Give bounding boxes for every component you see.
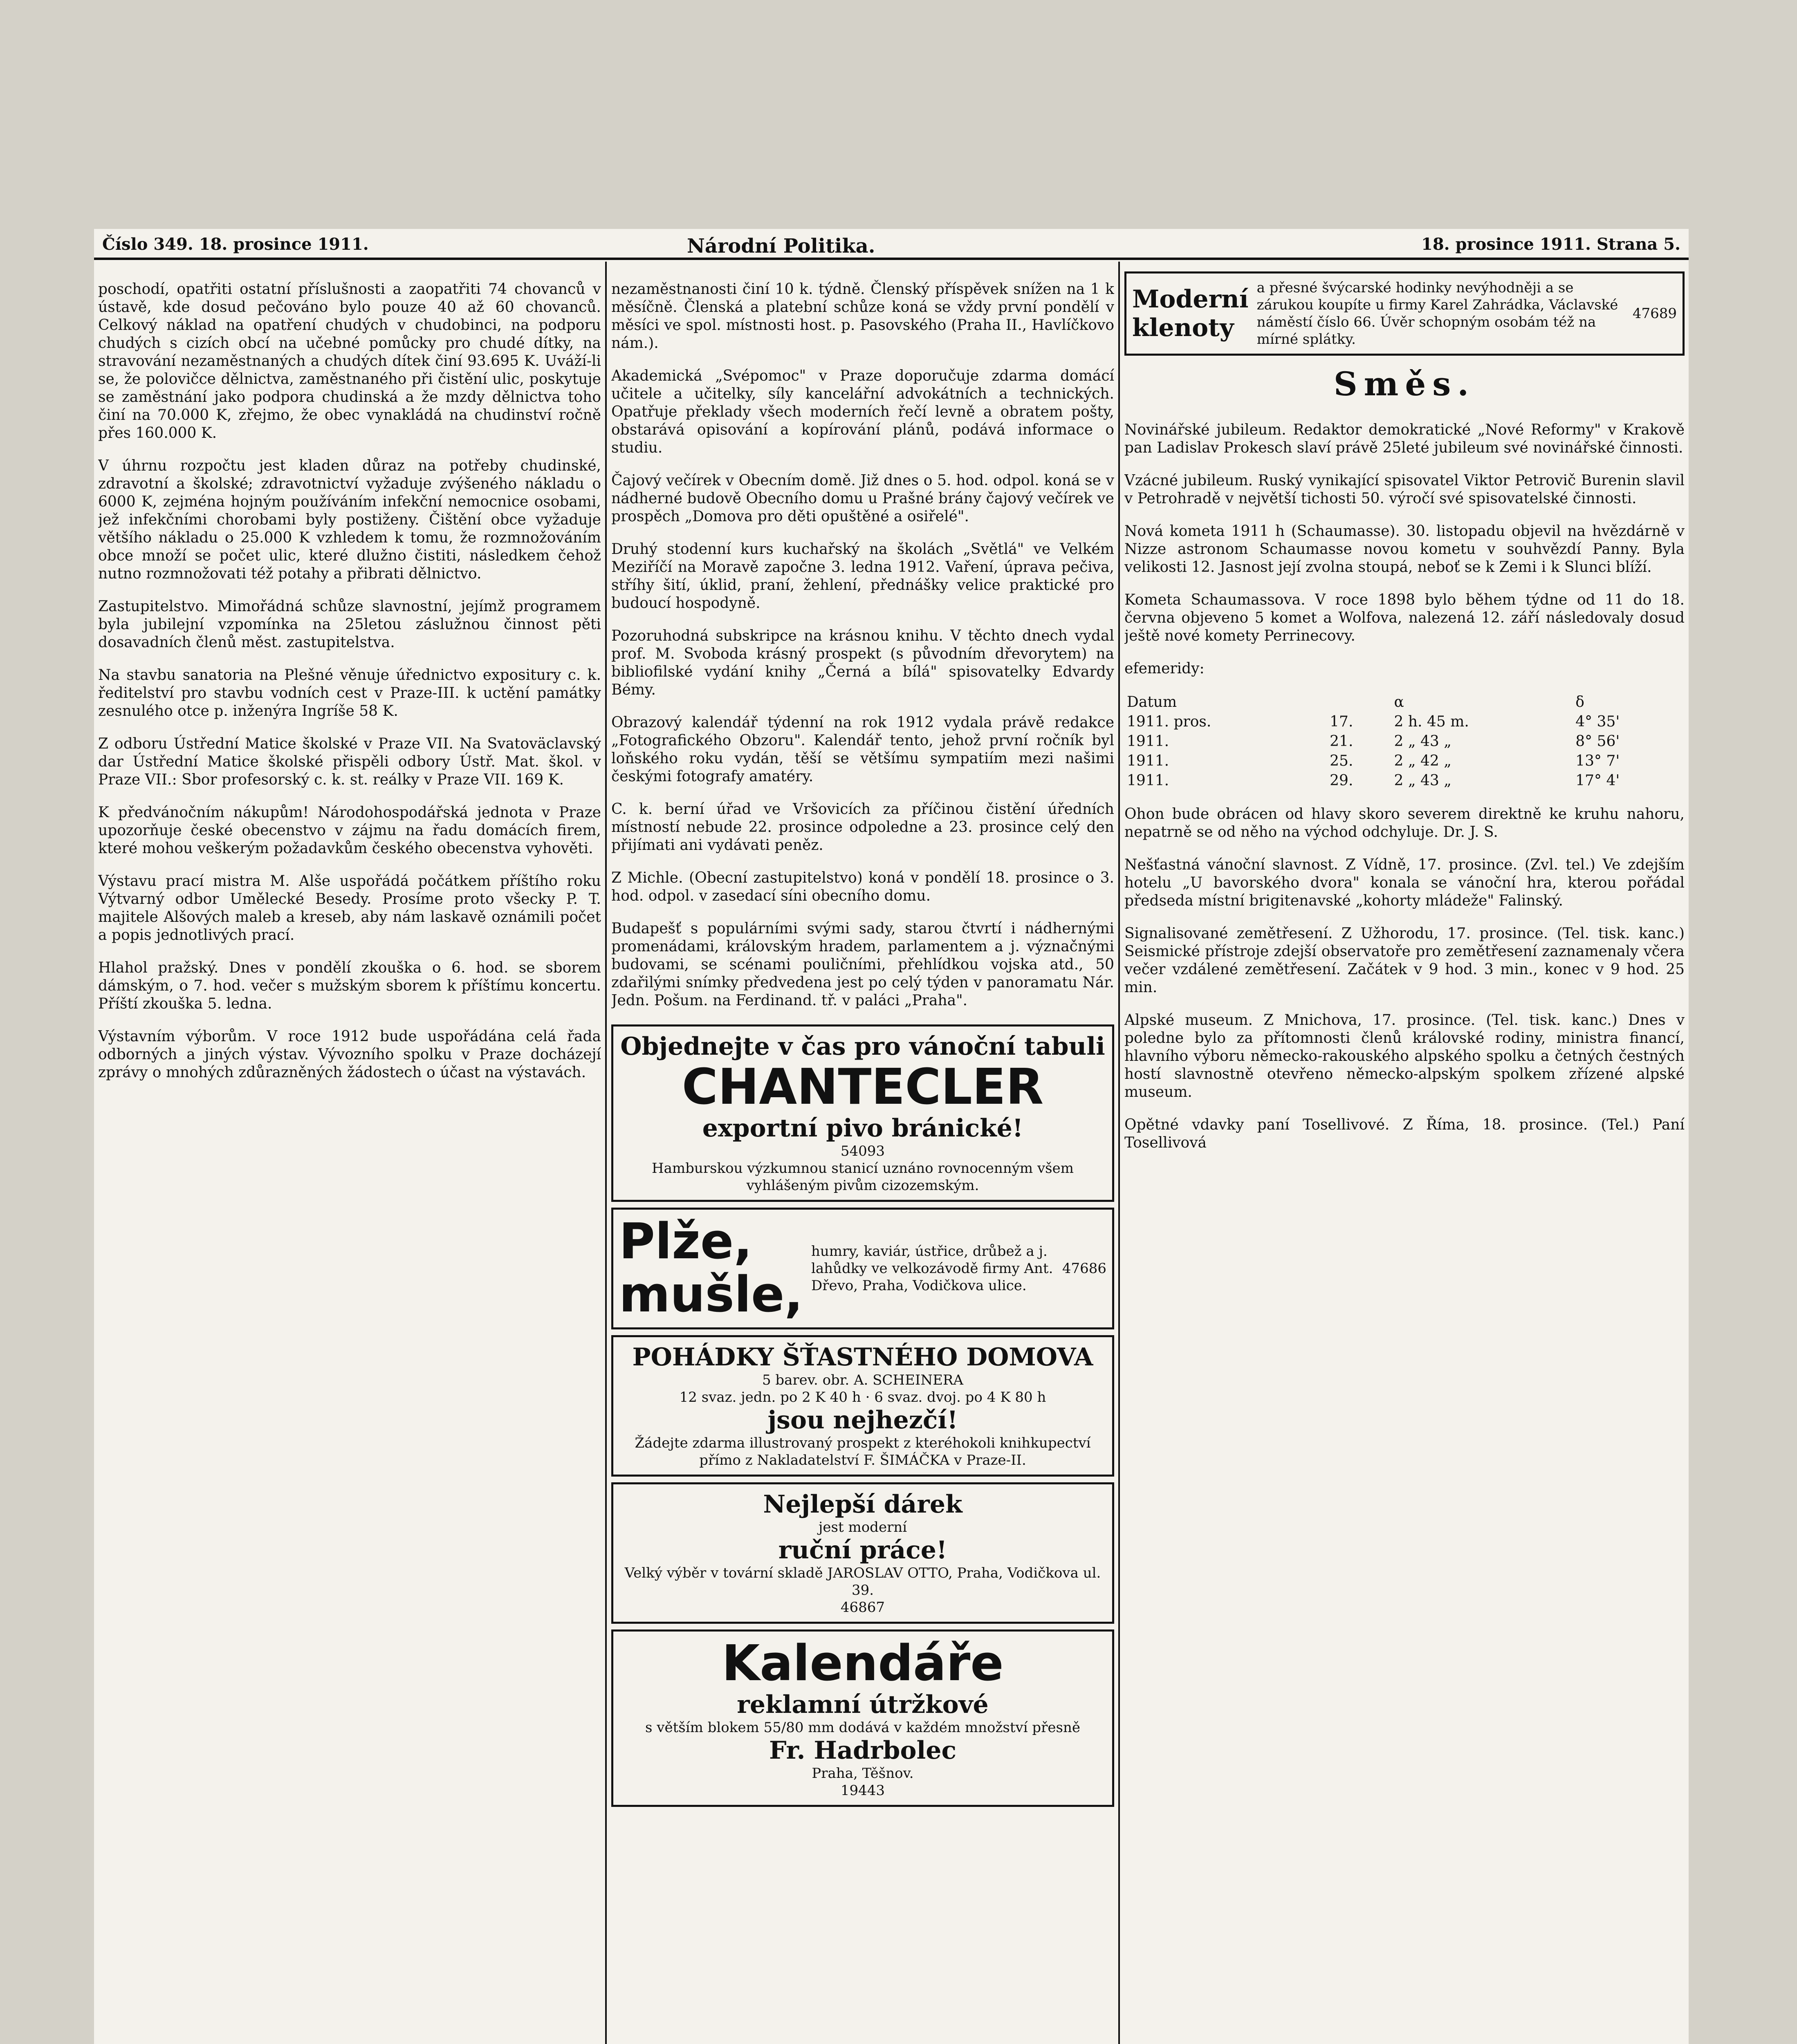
table-cell: 1911.: [1127, 733, 1169, 750]
ad-brand: Moderní klenoty: [1132, 285, 1249, 342]
ad-advertiser: Fr. Hadrbolec: [769, 1736, 957, 1765]
ephemeris-title: efemeridy:: [1124, 660, 1205, 677]
article-text: poschodí, opatřiti ostatní příslušnosti a zaopatřiti 74 chovanců v ústavě, kde dosud pečováno bylo pouze 40 až 60 chovanců. Celkový náklad na opatření chudých v chudobinci, na podporu chudých s cizích obcí na učebné pomůcky pro chudé dítky, na stravování nezaměstnaných a chudých dítek činí 93.695 K. Uváží-li se, že polovičce dělnictva, zaměstnaného při čistění ulic, poskytuje se zaměstnání jako podpora chudinská a že mzdy dělnictva toho činí na 70.000 K, zřejmo, že obec vynakládá na chudinství ročně přes 160.000 K.: [98, 281, 601, 442]
article-text: Budapešť s populárními svými sady, starou čtvrtí i nádhernými promenádami, královským hradem, parlamentem a j. význačnými budovami, se scénami pouličními, přehlídkou vojska atd., 50 zdařilými snímky předvedena jest po celý týden v panoramatu Nár. Jedn. Pošum. na Ferdinand. tř. v paláci „Praha".: [611, 920, 1114, 1009]
ad-brand: Kalendáře: [722, 1635, 1004, 1692]
article-text: Pozoruhodná subskripce na krásnou knihu. V těchto dnech vydal prof. M. Svoboda krásný prospekt (s původním dřevorytem) na bibliofilské vydání knihy „Černá a bílá" spisovatelky Edvardy Bémy.: [611, 628, 1114, 698]
table-cell: 1911. pros.: [1127, 713, 1211, 730]
article-text: Druhý stodenní kurs kuchařský na školách „Světlá" ve Velkém Meziříčí na Moravě započne 3. ledna 1912. Vaření, úprava pečiva, stříhy šití, úklid, praní, žehlení, přednášky velice praktické pro budoucí hospodyně.: [611, 541, 1114, 612]
table-row: [1124, 751, 1685, 771]
column-rule: [605, 262, 607, 2044]
table-cell: 21.: [1330, 733, 1353, 750]
article-text: Alpské museum. Z Mnichova, 17. prosince. (Tel. tisk. kanc.) Dnes v poledne bylo za přítomnosti členů královské rodiny, ministra financí, hlavního výboru německo-rakouského alpského spolku a četných čestných hostí slavnostně otevřeno německo-alpským spolkem zřízené alpské museum.: [1124, 1012, 1685, 1100]
ad-brand: Nejlepší dárek: [763, 1490, 962, 1519]
column-2: [611, 266, 1114, 2044]
table-header-cell: [1327, 693, 1391, 712]
article-text: Kometa Schaumassova. V roce 1898 bylo během týdne od 11 do 18. června objeveno 5 komet a Wolfova, nalezená 12. září následovaly dosud ještě nové komety Perrinecovy.: [1124, 592, 1685, 644]
ad-text: Velký výběr v tovární skladě JAROSLAV OTTO, Praha, Vodičkova ul. 39.: [624, 1565, 1101, 1598]
article-text: Ohon bude obrácen od hlavy skoro severem direktně ke kruhu nahoru, nepatrně se od něho na východ odchyluje. Dr. J. S.: [1124, 806, 1685, 840]
ad-subheading: 5 barev. obr. A. SCHEINERA: [762, 1372, 964, 1388]
ad-number: 47686: [1062, 1260, 1106, 1277]
ad-slogan: ruční práce!: [778, 1536, 947, 1564]
article-text: Na stavbu sanatoria na Plešné věnuje úřednictvo expositury c. k. ředitelství pro stavbu vodních cest v Praze-III. k uctění památky zesnulého otce p. inženýra Ingríše 58 K.: [98, 667, 601, 719]
ad-number: 19443: [840, 1782, 885, 1799]
ad-heading: Objednejte v čas pro vánoční tabuli: [620, 1032, 1105, 1061]
article-text: nezaměstnanosti činí 10 k. týdně. Členský příspěvek snížen na 1 k měsíčně. Členská a platební schůze koná se vždy první pondělí v měsíci ve spol. místnosti host. p. Pasovského (Praha II., Havlíčkovo nám.).: [611, 281, 1114, 352]
article-text: Hlahol pražský. Dnes v pondělí zkouška o 6. hod. se sborem dámským, o 7. hod. večer s mužským sborem k příštímu koncertu. Příští zkouška 5. ledna.: [98, 959, 601, 1012]
ad-nejlepsi-darek: [611, 1482, 1114, 1624]
ad-kalendare: [611, 1629, 1114, 1807]
article-text: Výstavu prací mistra M. Alše uspořádá počátkem příštího roku Výtvarný odbor Umělecké Besedy. Prosíme proto všecky P. T. majitele Alšových maleb a kreseb, aby nám laskavě oznámili počet a popis jednotlivých prací.: [98, 873, 601, 944]
ad-address: Praha, Těšnov.: [812, 1765, 914, 1782]
article-text: Akademická „Svépomoc" v Praze doporučuje zdarma domácí učitele a učitelky, síly kancelářní advokátních a technických. Opatřuje překlady všech moderních řečí levně a obratem pošty, obstarává opisování a kopírování plánů, podává informace o studiu.: [611, 368, 1114, 456]
ad-text: Hamburskou výzkumnou stanicí uznáno rovnocenným všem vyhlášeným pivům cizozemským.: [651, 1160, 1074, 1194]
article-text: Výstavním výborům. V roce 1912 bude uspořádána celá řada odborných a jiných výstav. Vývozního spolku v Praze docházejí zprávy o mnohých zdůrazněných žádostech o účast na výstavách.: [98, 1028, 601, 1081]
article-text: Obrazový kalendář týdenní na rok 1912 vydala právě redakce „Fotografického Obzoru". Kalendář tento, jehož první ročník byl loňského roku vydán, těší se většímu sympatiím mezi našimi českými fotografy amatéry.: [611, 714, 1114, 785]
table-row: [1124, 732, 1685, 751]
table-header-cell: α: [1394, 694, 1404, 710]
ad-pohadky: [611, 1335, 1114, 1477]
article-text: Čajový večírek v Obecním domě. Již dnes o 5. hod. odpol. koná se v nádherné budově Obecního domu u Prašné brány čajový večírek ve prospěch „Domova pro děti opuštěné a osiřelé".: [611, 472, 1114, 525]
article-text: V úhrnu rozpočtu jest kladen důraz na potřeby chudinské, zdravotní a školské; zdravotnictví vyžaduje zvýšeného nákladu o 6000 K, zejména hojným používáním infekční nemocnice osobami, jež infekčními chorobami byly postiženy. Čištění obce vyžaduje většího nákladu o 25.000 K vzhledem k tomu, že rozmnožováním obce množí se počet ulic, které dlužno čistiti, následkem čehož nutno rozmnožovati též potahy a přibrati dělnictvo.: [98, 457, 601, 582]
ad-chantecler: [611, 1024, 1114, 1202]
ad-text: humry, kaviár, ústřice, drůbež a j. lahůdky ve velkozávodě firmy Ant. Dřevo, Praha, Vodičkova ulice.: [811, 1243, 1053, 1294]
table-header: [1124, 693, 1685, 712]
table-header-cell: δ: [1575, 694, 1584, 710]
article-text: Novinářské jubileum. Redaktor demokratické „Nové Reformy" v Krakově pan Ladislav Prokesch slaví právě 25leté jubileum své novinářské činnosti.: [1124, 421, 1685, 456]
ad-number: 47689: [1632, 305, 1677, 322]
table-cell: 2 h. 45 m.: [1394, 713, 1469, 730]
ad-price: 12 svaz. jedn. po 2 K 40 h · 6 svaz. dvoj. po 4 K 80 h: [679, 1389, 1046, 1405]
ad-plze-musle: [611, 1208, 1114, 1329]
ad-slogan: jsou nejhezčí!: [767, 1406, 958, 1434]
column-rule: [1118, 262, 1120, 2044]
table-cell: 25.: [1330, 753, 1353, 769]
table-cell: 13° 7': [1575, 753, 1620, 769]
article-text: Z Michle. (Obecní zastupitelstvo) koná v pondělí 18. prosince o 3. hod. odpol. v zasedací síni obecního domu.: [611, 870, 1114, 904]
article-text: Signalisované zemětřesení. Z Užhorodu, 17. prosince. (Tel. tisk. kanc.) Seismické přístroje zdejší observatoře pro zemětřesení zaznamenaly včera večer vzdálené zemětřesení. Začátek v 9 hod. 3 min., konec v 9 hod. 25 min.: [1124, 925, 1685, 996]
article-text: Opětné vdavky paní Tosellivové. Z Říma, 18. prosince. (Tel.) Paní Tosellivová: [1124, 1116, 1685, 1151]
table-cell: 4° 35': [1575, 713, 1620, 730]
table-cell: 1911.: [1127, 753, 1169, 769]
ad-text: s větším blokem 55/80 mm dodává v každém množství přesně: [645, 1719, 1080, 1736]
table-cell: 17° 4': [1575, 772, 1620, 789]
table-cell: 17.: [1330, 713, 1353, 730]
article-text: Nová kometa 1911 h (Schaumasse). 30. listopadu objevil na hvězdárně v Nizze astronom Schaumasse novou kometu v souhvězdí Panny. Byla velikosti 12. Jasnost její zvolna stoupá, neboť se k Zemi i k Slunci blíží.: [1124, 523, 1685, 576]
table-row: [1124, 712, 1685, 732]
ephemeris-table: [1124, 693, 1685, 791]
ad-moderni-klenoty: [1124, 271, 1685, 356]
page-number: 18. prosince 1911. Strana 5.: [1421, 235, 1680, 254]
table-cell: 8° 56': [1575, 733, 1620, 750]
masthead: [94, 229, 1689, 260]
table-cell: 1911.: [1127, 772, 1169, 789]
issue-number: Číslo 349. 18. prosince 1911.: [102, 235, 369, 254]
newspaper-page: [94, 229, 1689, 2044]
column-1: [98, 266, 601, 2044]
table-header-cell: Datum: [1127, 694, 1177, 710]
ad-brand: CHANTECLER: [682, 1059, 1044, 1116]
newspaper-title: Národní Politika.: [687, 235, 875, 258]
section-heading: Směs.: [1333, 365, 1476, 403]
ad-subheading: reklamní útržkové: [737, 1690, 989, 1719]
article-text: K předvánočním nákupům! Národohospodářská jednota v Praze upozorňuje české obecenstvo v zájmu na řadu domácích firem, které mohou veškerým požadavkům českého obecenstva vyhověti.: [98, 804, 601, 857]
article-text: C. k. berní úřad ve Vršovicích za příčinou čistění úředních místností nebude 22. prosince odpoledne a 23. prosince celý den přijímati ani vydávati peněz.: [611, 801, 1114, 854]
ad-brand: POHÁDKY ŠŤASTNÉHO DOMOVA: [632, 1343, 1093, 1372]
article-text: Z odboru Ústřední Matice školské v Praze VII. Na Svatoväclavský dar Ústřední Matice školské přispěli odbory Ústř. Mat. škol. v Praze VII.: Sbor profesorský c. k. st. reálky v Praze VII. 169 K.: [98, 735, 601, 788]
article-text: Zastupitelstvo. Mimořádná schůze slavnostní, jejímž programem byla jubilejní vzpomínka na 25letou záslužnou činnost pěti dosavadních členů měst. zastupitelstva.: [98, 598, 601, 651]
column-3: [1124, 266, 1685, 2044]
ad-text: a přesné švýcarské hodinky nevýhodněji a se zárukou koupíte u firmy Karel Zahrádka, Václavské náměstí číslo 66. Úvěr schopným osobám též na mírné splátky.: [1256, 280, 1618, 347]
article-text: Nešťastná vánoční slavnost. Z Vídně, 17. prosince. (Zvl. tel.) Ve zdejším hotelu „U bavorského dvora" konala se vánoční hra, kterou pořádal předseda místní brigitenavské „kohorty mládeže" Falinský.: [1124, 856, 1685, 909]
table-row: [1124, 771, 1685, 791]
ad-text: Žádejte zdarma illustrovaný prospekt z kteréhokoli knihkupectví přímo z Nakladatelství F. ŠIMÁČKA v Praze-II.: [635, 1435, 1091, 1468]
table-cell: 2 „ 42 „: [1394, 753, 1452, 769]
ad-subheading: jest moderní: [818, 1519, 907, 1535]
article-text: Vzácné jubileum. Ruský vynikající spisovatel Viktor Petrovič Burenin slavil v Petrohradě v největší tichosti 50. výročí své spisovatelské činnosti.: [1124, 472, 1685, 507]
table-cell: 29.: [1330, 772, 1353, 789]
ad-number: 46867: [840, 1599, 885, 1616]
ad-brand: Plže, mušle,: [619, 1213, 803, 1323]
ad-number: 54093: [840, 1143, 885, 1159]
table-cell: 2 „ 43 „: [1394, 733, 1452, 750]
table-cell: 2 „ 43 „: [1394, 772, 1452, 789]
ad-subheading: exportní pivo bránické!: [702, 1114, 1023, 1143]
